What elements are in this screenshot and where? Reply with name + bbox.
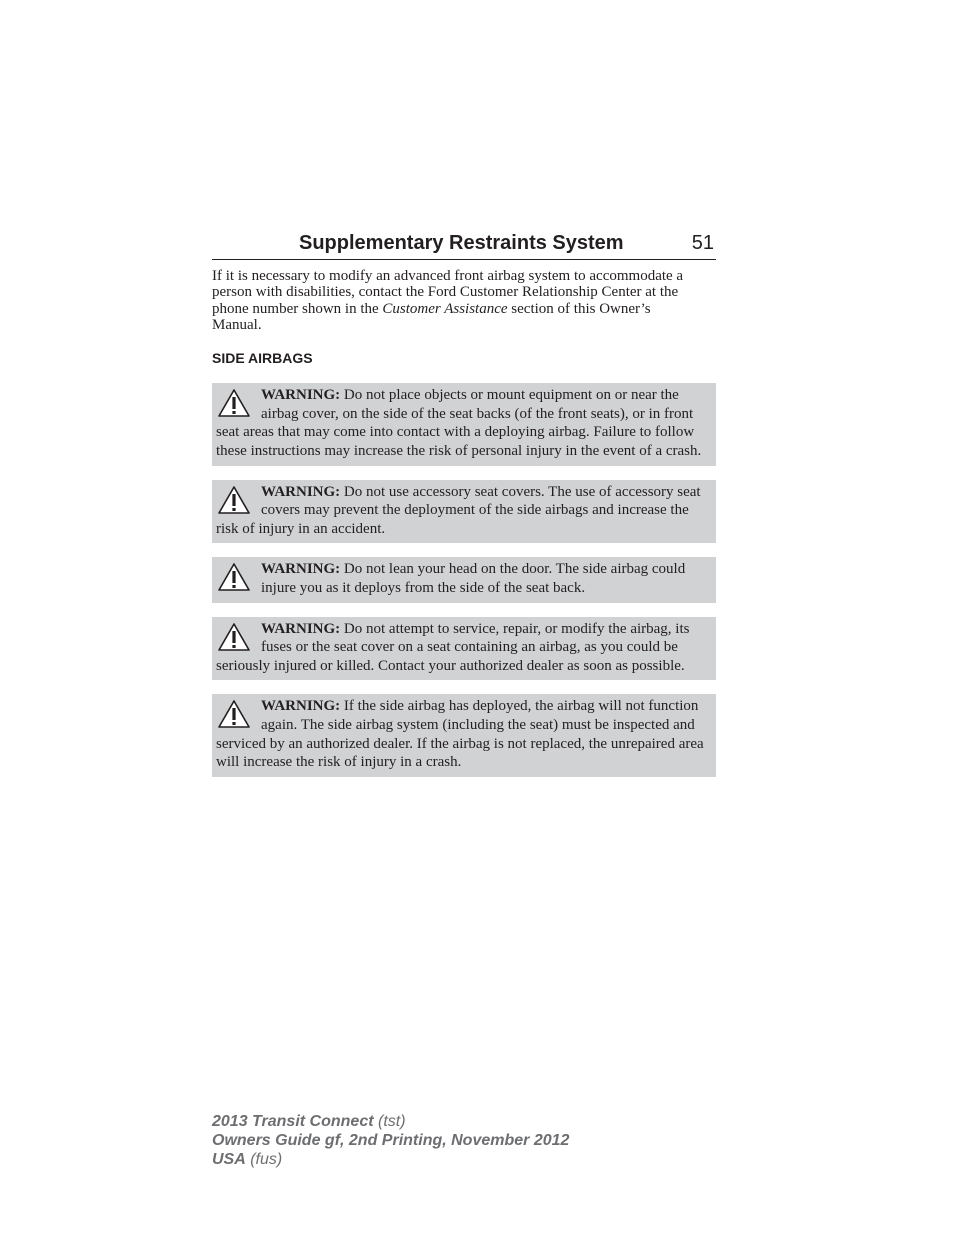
warning-triangle-icon xyxy=(217,562,253,592)
footer-guide-line xyxy=(212,1131,569,1150)
intro-text-before: If it is necessary to modify an advanced front airbag system to accommodate a person with disabilities, contact the Ford Customer Relationship Center at the phone number shown in the xyxy=(212,268,684,317)
warning-box xyxy=(212,617,716,681)
warning-triangle-icon xyxy=(217,485,253,515)
intro-text-after: section of this Owner’s Manual. xyxy=(212,300,651,333)
warning-triangle-icon xyxy=(217,388,253,418)
page-title: Supplementary Restraints System xyxy=(299,232,624,254)
intro-paragraph xyxy=(212,268,692,333)
page-footer xyxy=(212,1112,569,1169)
warning-box xyxy=(212,383,716,465)
footer-guide: Owners Guide gf, 2nd Printing, November 2012 xyxy=(212,1132,570,1149)
warning-label: WARNING: xyxy=(261,483,341,500)
footer-market-code: (fus) xyxy=(245,1151,283,1168)
warning-text: Do not attempt to service, repair, or modify the airbag, its fuses or the seat cover on a seat containing an airbag, as you could be seriously injured or killed. Contact your authorized dealer as soon as possible. xyxy=(216,620,690,674)
warning-label: WARNING: xyxy=(261,561,341,578)
page-header xyxy=(212,228,716,260)
warning-text: If the side airbag has deployed, the airbag will not function again. The side airbag system (including the seat) must be inspected and serviced by an authorized dealer. If the airbag is not replaced, the unrepaired area will increase the risk of injury in a crash. xyxy=(216,698,704,771)
section-heading-side-airbags: SIDE AIRBAGS xyxy=(212,350,313,367)
footer-market-line xyxy=(212,1150,569,1169)
page-number: 51 xyxy=(691,232,714,254)
warning-text: Do not use accessory seat covers. The use of accessory seat covers may prevent the deployment of the side airbags and increase the risk of injury in an accident. xyxy=(216,483,701,537)
warning-box xyxy=(212,480,716,544)
footer-model-line xyxy=(212,1112,569,1131)
warning-triangle-icon xyxy=(217,622,253,652)
warning-label: WARNING: xyxy=(261,387,341,404)
warning-label: WARNING: xyxy=(261,698,341,715)
warning-box xyxy=(212,557,716,602)
footer-model: 2013 Transit Connect xyxy=(212,1113,374,1130)
warning-text: Do not place objects or mount equipment on or near the airbag cover, on the side of the seat backs (of the front seats), or in front seat areas that may come into contact with a deploying airbag. Failure to follow these instructions may increase the risk of personal injury in the event of a crash. xyxy=(216,387,702,459)
footer-model-code: (tst) xyxy=(373,1113,406,1130)
page-content xyxy=(212,228,716,777)
warning-triangle-icon xyxy=(217,699,253,729)
intro-italic-reference: Customer Assistance xyxy=(382,300,508,317)
warning-text: Do not lean your head on the door. The side airbag could injure you as it deploys from the side of the seat back. xyxy=(261,561,686,596)
warning-label: WARNING: xyxy=(261,620,341,637)
footer-market: USA xyxy=(212,1151,246,1168)
warning-box xyxy=(212,694,716,776)
